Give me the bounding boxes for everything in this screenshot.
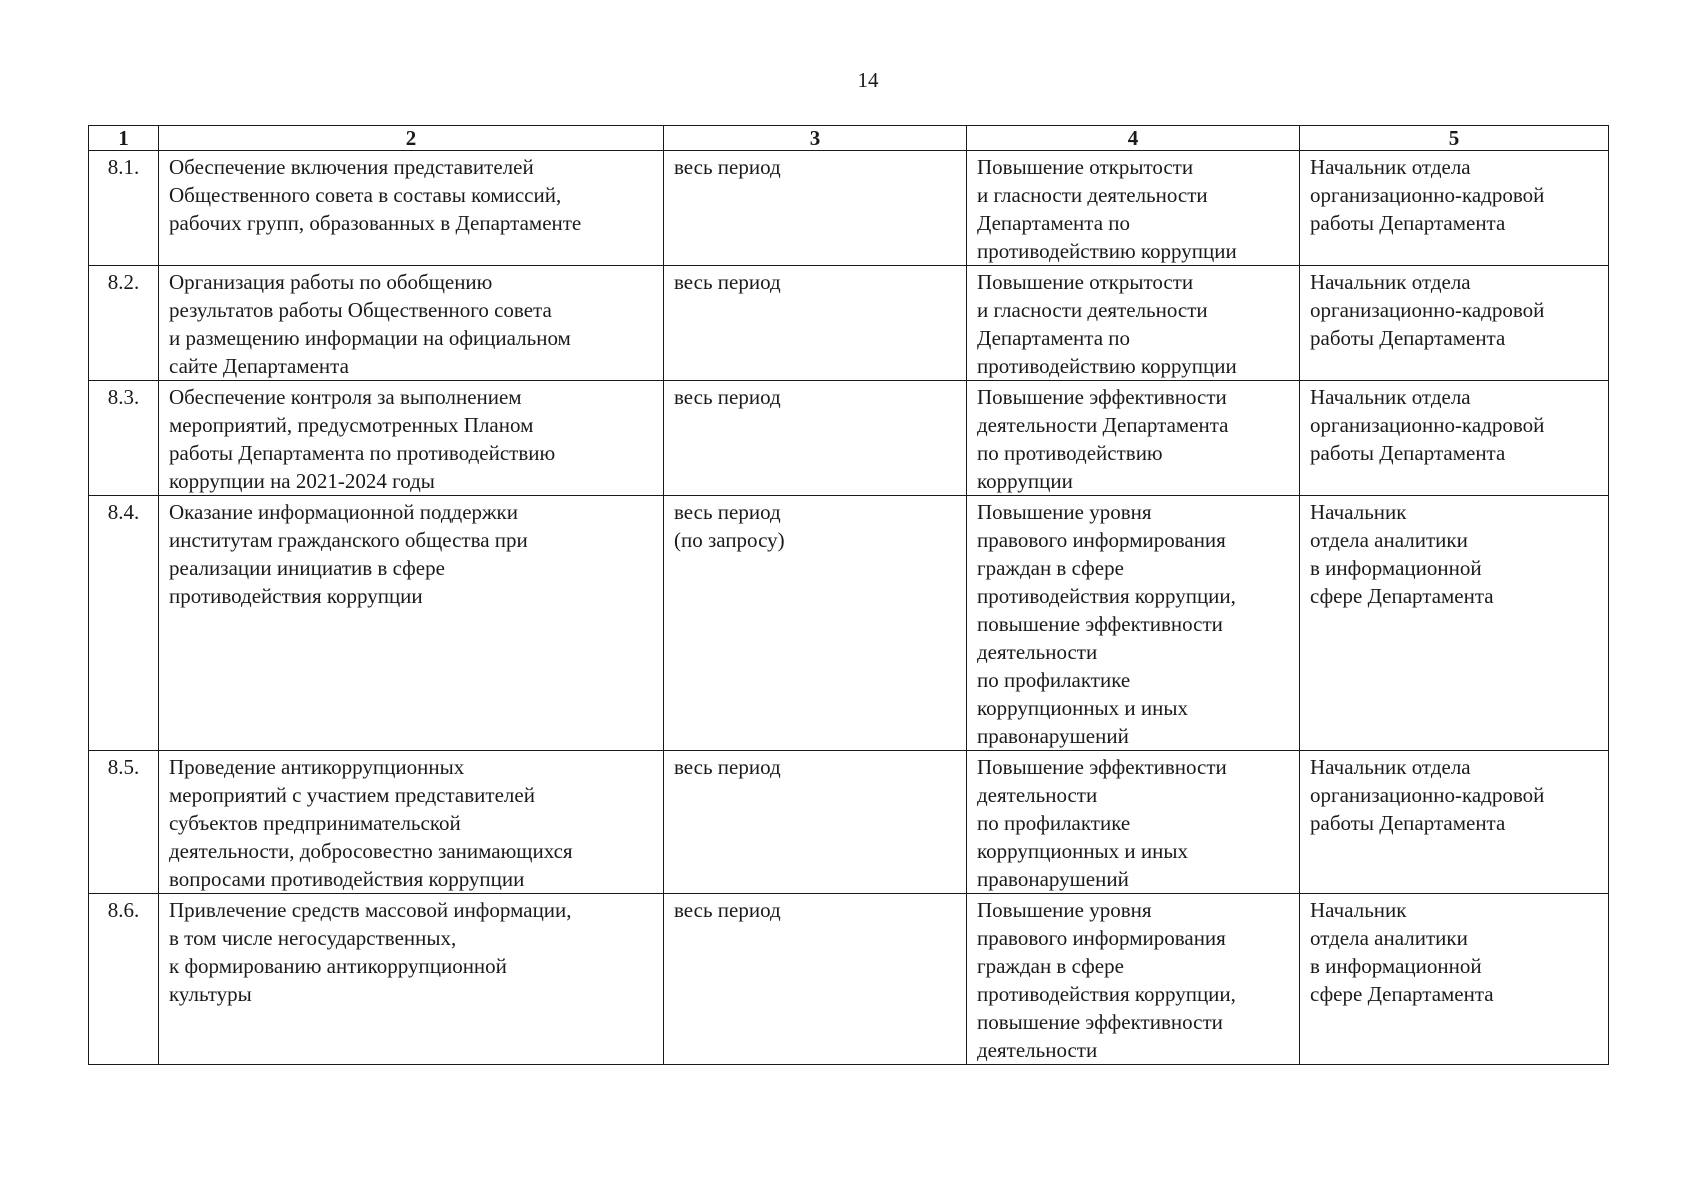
responsible-cell bbox=[1300, 381, 1609, 496]
result-line: коррупционных и иных bbox=[977, 839, 1188, 863]
item-number: 8.6. bbox=[89, 894, 159, 1065]
measure-line: рабочих групп, образованных в Департаменте bbox=[169, 211, 582, 235]
period-cell bbox=[664, 894, 967, 1065]
responsible-line: Начальник bbox=[1310, 898, 1407, 922]
measure-line: культуры bbox=[169, 982, 252, 1006]
measure-line: к формированию антикоррупционной bbox=[169, 954, 507, 978]
result-line: Повышение эффективности bbox=[977, 385, 1227, 409]
responsible-line: Начальник bbox=[1310, 500, 1407, 524]
result-line: противодействию коррупции bbox=[977, 354, 1237, 378]
result-line: правонарушений bbox=[977, 724, 1129, 748]
responsible-line: организационно-кадровой bbox=[1310, 183, 1545, 207]
result-line: Повышение уровня bbox=[977, 500, 1152, 524]
result-line: противодействия коррупции, bbox=[977, 584, 1236, 608]
result-line: деятельности bbox=[977, 640, 1098, 664]
result-line: противодействия коррупции, bbox=[977, 982, 1236, 1006]
measure-cell bbox=[159, 751, 664, 894]
anticorruption-plan-table bbox=[88, 125, 1609, 1065]
period-line: весь период bbox=[674, 385, 781, 409]
responsible-line: Начальник отдела bbox=[1310, 755, 1471, 779]
measure-line: коррупции на 2021-2024 годы bbox=[169, 469, 435, 493]
result-line: по профилактике bbox=[977, 811, 1131, 835]
result-cell bbox=[967, 496, 1300, 751]
result-line: по профилактике bbox=[977, 668, 1131, 692]
measure-line: Общественного совета в составы комиссий, bbox=[169, 183, 562, 207]
responsible-line: отдела аналитики bbox=[1310, 926, 1468, 950]
period-line: весь период bbox=[674, 755, 781, 779]
result-line: деятельности bbox=[977, 1038, 1098, 1062]
measure-line: институтам гражданского общества при bbox=[169, 528, 528, 552]
column-header-3: 3 bbox=[664, 126, 967, 151]
measure-line: работы Департамента по противодействию bbox=[169, 441, 556, 465]
responsible-cell bbox=[1300, 894, 1609, 1065]
result-cell bbox=[967, 266, 1300, 381]
measure-cell bbox=[159, 151, 664, 266]
responsible-line: Начальник отдела bbox=[1310, 385, 1471, 409]
result-cell bbox=[967, 894, 1300, 1065]
result-line: Повышение открытости bbox=[977, 270, 1194, 294]
result-line: Повышение эффективности bbox=[977, 755, 1227, 779]
table-row bbox=[89, 894, 1609, 1065]
column-header-4: 4 bbox=[967, 126, 1300, 151]
result-line: коррупции bbox=[977, 469, 1073, 493]
responsible-cell bbox=[1300, 751, 1609, 894]
result-line: Департамента по bbox=[977, 326, 1131, 350]
measure-cell bbox=[159, 894, 664, 1065]
period-cell bbox=[664, 496, 967, 751]
result-line: граждан в сфере bbox=[977, 556, 1124, 580]
measure-line: реализации инициатив в сфере bbox=[169, 556, 445, 580]
table-row bbox=[89, 496, 1609, 751]
measure-line: результатов работы Общественного совета bbox=[169, 298, 552, 322]
measure-line: Обеспечение включения представителей bbox=[169, 155, 534, 179]
result-line: по противодействию bbox=[977, 441, 1163, 465]
result-line: деятельности bbox=[977, 783, 1098, 807]
table-row bbox=[89, 151, 1609, 266]
result-line: правового информирования bbox=[977, 528, 1226, 552]
measure-line: Обеспечение контроля за выполнением bbox=[169, 385, 522, 409]
responsible-line: Начальник отдела bbox=[1310, 155, 1471, 179]
column-header-1: 1 bbox=[89, 126, 159, 151]
responsible-line: работы Департамента bbox=[1310, 811, 1506, 835]
table-row bbox=[89, 381, 1609, 496]
measure-cell bbox=[159, 266, 664, 381]
item-number: 8.3. bbox=[89, 381, 159, 496]
period-cell bbox=[664, 151, 967, 266]
result-cell bbox=[967, 151, 1300, 266]
column-header-5: 5 bbox=[1300, 126, 1609, 151]
result-line: повышение эффективности bbox=[977, 612, 1223, 636]
responsible-line: в информационной bbox=[1310, 954, 1482, 978]
period-line: весь период bbox=[674, 500, 781, 524]
result-line: и гласности деятельности bbox=[977, 298, 1208, 322]
measure-line: субъектов предпринимательской bbox=[169, 811, 461, 835]
responsible-line: организационно-кадровой bbox=[1310, 783, 1545, 807]
item-number: 8.2. bbox=[89, 266, 159, 381]
result-line: правового информирования bbox=[977, 926, 1226, 950]
responsible-cell bbox=[1300, 266, 1609, 381]
period-line: весь период bbox=[674, 898, 781, 922]
responsible-cell bbox=[1300, 151, 1609, 266]
measure-line: противодействия коррупции bbox=[169, 584, 423, 608]
responsible-line: организационно-кадровой bbox=[1310, 298, 1545, 322]
measure-line: сайте Департамента bbox=[169, 354, 349, 378]
table-header-row bbox=[89, 126, 1609, 151]
page-number: 14 bbox=[857, 68, 879, 92]
responsible-line: работы Департамента bbox=[1310, 441, 1506, 465]
result-line: деятельности Департамента bbox=[977, 413, 1229, 437]
measure-line: и размещению информации на официальном bbox=[169, 326, 571, 350]
responsible-line: работы Департамента bbox=[1310, 211, 1506, 235]
result-line: и гласности деятельности bbox=[977, 183, 1208, 207]
measure-cell bbox=[159, 381, 664, 496]
column-header-2: 2 bbox=[159, 126, 664, 151]
measure-line: Проведение антикоррупционных bbox=[169, 755, 465, 779]
period-line: весь период bbox=[674, 270, 781, 294]
result-line: правонарушений bbox=[977, 867, 1129, 891]
result-cell bbox=[967, 751, 1300, 894]
measure-line: Привлечение средств массовой информации, bbox=[169, 898, 572, 922]
responsible-cell bbox=[1300, 496, 1609, 751]
measure-line: вопросами противодействия коррупции bbox=[169, 867, 525, 891]
table-row bbox=[89, 266, 1609, 381]
measure-cell bbox=[159, 496, 664, 751]
result-line: граждан в сфере bbox=[977, 954, 1124, 978]
measure-line: деятельности, добросовестно занимающихся bbox=[169, 839, 573, 863]
result-line: повышение эффективности bbox=[977, 1010, 1223, 1034]
responsible-line: в информационной bbox=[1310, 556, 1482, 580]
responsible-line: отдела аналитики bbox=[1310, 528, 1468, 552]
measure-line: мероприятий с участием представителей bbox=[169, 783, 535, 807]
responsible-line: работы Департамента bbox=[1310, 326, 1506, 350]
result-line: коррупционных и иных bbox=[977, 696, 1188, 720]
measure-line: мероприятий, предусмотренных Планом bbox=[169, 413, 534, 437]
responsible-line: организационно-кадровой bbox=[1310, 413, 1545, 437]
period-cell bbox=[664, 381, 967, 496]
measure-line: в том числе негосударственных, bbox=[169, 926, 457, 950]
responsible-line: Начальник отдела bbox=[1310, 270, 1471, 294]
result-line: противодействию коррупции bbox=[977, 239, 1237, 263]
period-cell bbox=[664, 266, 967, 381]
measure-line: Оказание информационной поддержки bbox=[169, 500, 518, 524]
responsible-line: сфере Департамента bbox=[1310, 982, 1494, 1006]
period-line: весь период bbox=[674, 155, 781, 179]
result-line: Департамента по bbox=[977, 211, 1131, 235]
result-line: Повышение уровня bbox=[977, 898, 1152, 922]
table-row bbox=[89, 751, 1609, 894]
item-number: 8.5. bbox=[89, 751, 159, 894]
result-line: Повышение открытости bbox=[977, 155, 1194, 179]
period-cell bbox=[664, 751, 967, 894]
period-line: (по запросу) bbox=[674, 528, 785, 552]
responsible-line: сфере Департамента bbox=[1310, 584, 1494, 608]
result-cell bbox=[967, 381, 1300, 496]
item-number: 8.1. bbox=[89, 151, 159, 266]
item-number: 8.4. bbox=[89, 496, 159, 751]
measure-line: Организация работы по обобщению bbox=[169, 270, 493, 294]
